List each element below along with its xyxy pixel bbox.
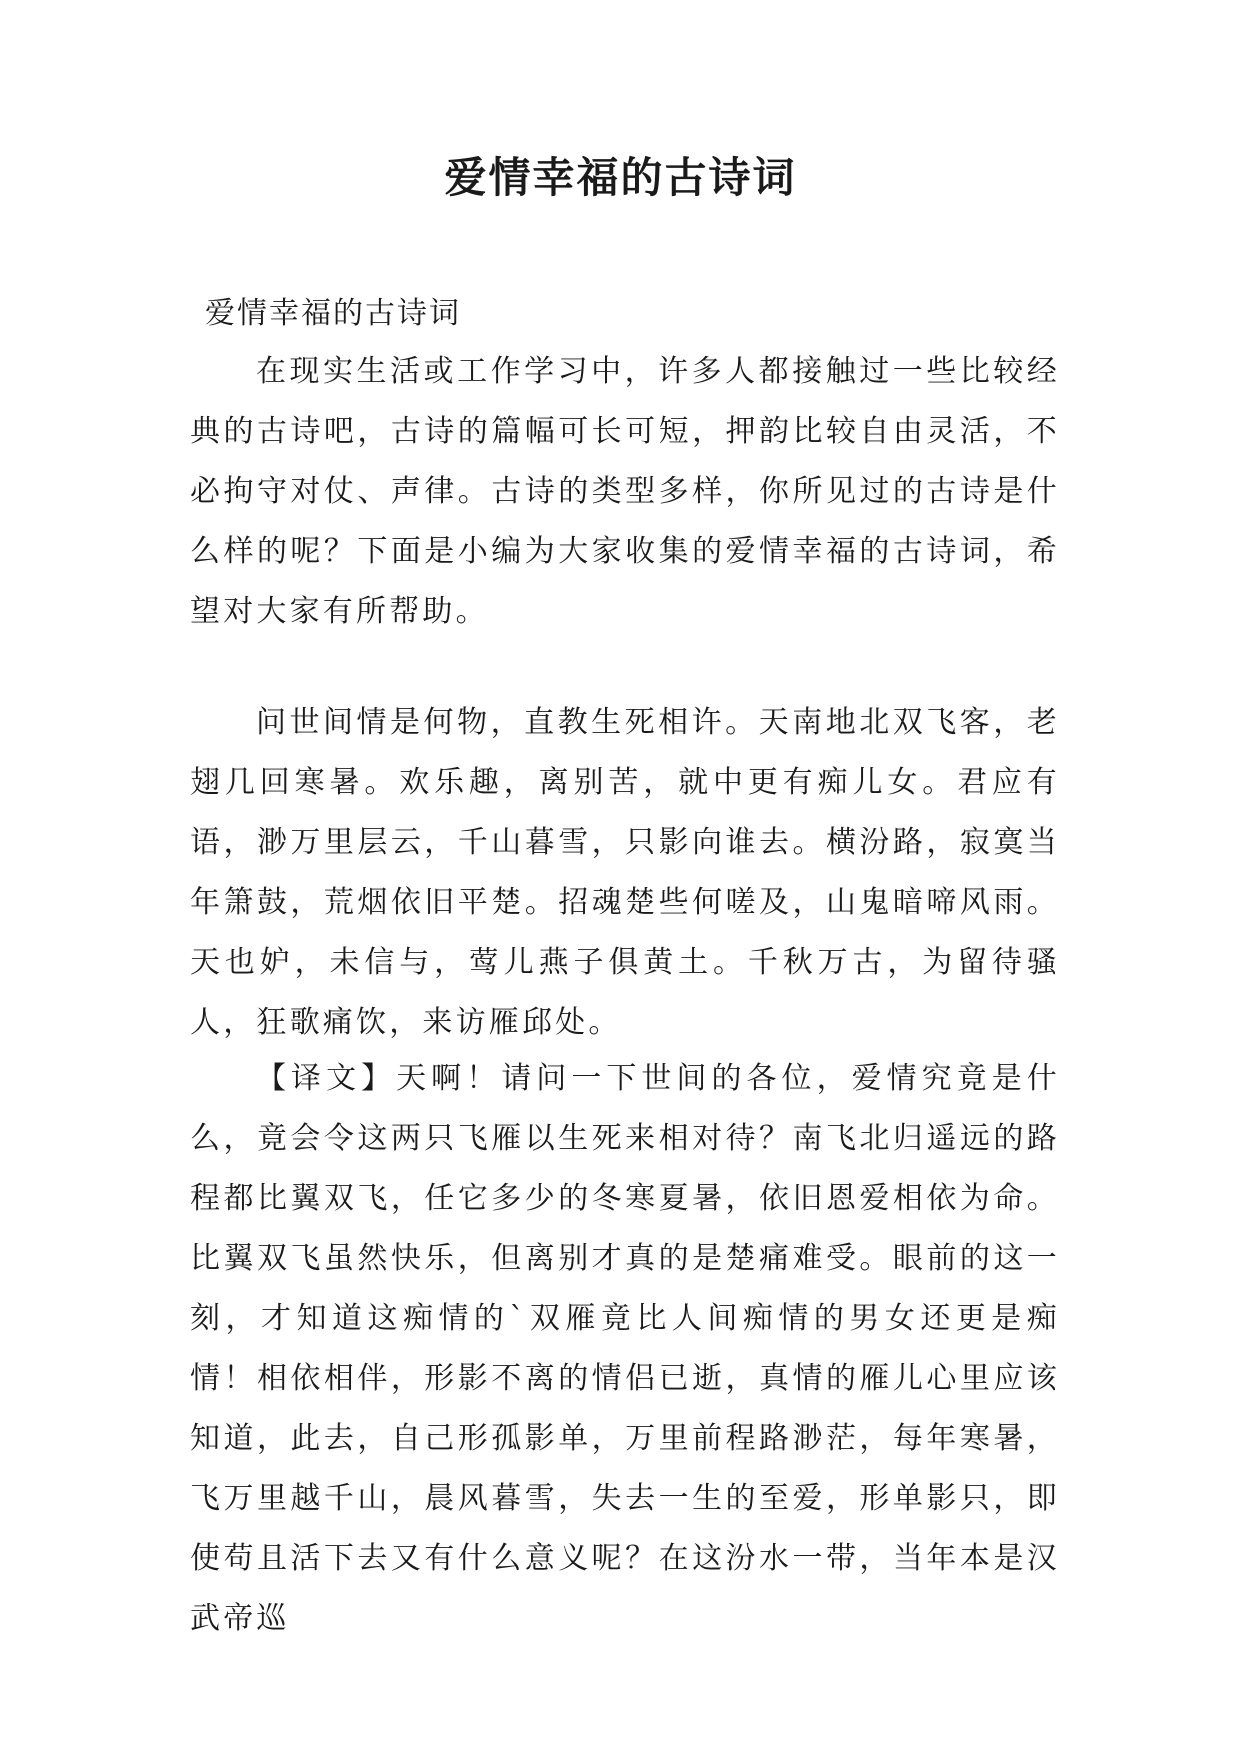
document-title: 爱情幸福的古诗词 [444,153,797,202]
poem-paragraph: 问世间情是何物，直教生死相许。天南地北双飞客，老翅几回寒暑。欢乐趣，离别苦，就中更有痴儿女。君应有语，渺万里层云，千山暮雪，只影向谁去。横汾路，寂寞当年箫鼓，荒烟依旧平楚。招魂楚些何嗟及，山鬼暗啼风雨。天也妒，未信与，莺儿燕子俱黄土。千秋万古，为留待骚人，狂歌痛饮，来访雁邱处。 [190,705,1060,1040]
document-subheading: 爱情幸福的古诗词 [205,296,461,331]
translation-section [190,1049,1060,1649]
translation-paragraph: 【译文】天啊！请问一下世间的各位，爱情究竟是什么，竟会令这两只飞雁以生死来相对待？南飞北归遥远的路程都比翼双飞，任它多少的冬寒夏暑，依旧恩爱相依为命。比翼双飞虽然快乐，但离别才真的是楚痛难受。眼前的这一刻，才知道这痴情的`双雁竟比人间痴情的男女还更是痴情！相依相伴，形影不离的情侣已逝，真情的雁儿心里应该知道，此去，自己形孤影单，万里前程路渺茫，每年寒暑，飞万里越千山，晨风暮雪，失去一生的至爱，形单影只，即使苟且活下去又有什么意义呢？在这汾水一带，当年本是汉武帝巡 [190,1061,1060,1636]
poem-section [190,693,1060,1053]
intro-paragraph: 在现实生活或工作学习中，许多人都接触过一些比较经典的古诗吧，古诗的篇幅可长可短，押韵比较自由灵活，不必拘守对仗、声律。古诗的类型多样，你所见过的古诗是什么样的呢？下面是小编为大家收集的爱情幸福的古诗词，希望对大家有所帮助。 [190,354,1060,629]
intro-section [190,342,1060,642]
